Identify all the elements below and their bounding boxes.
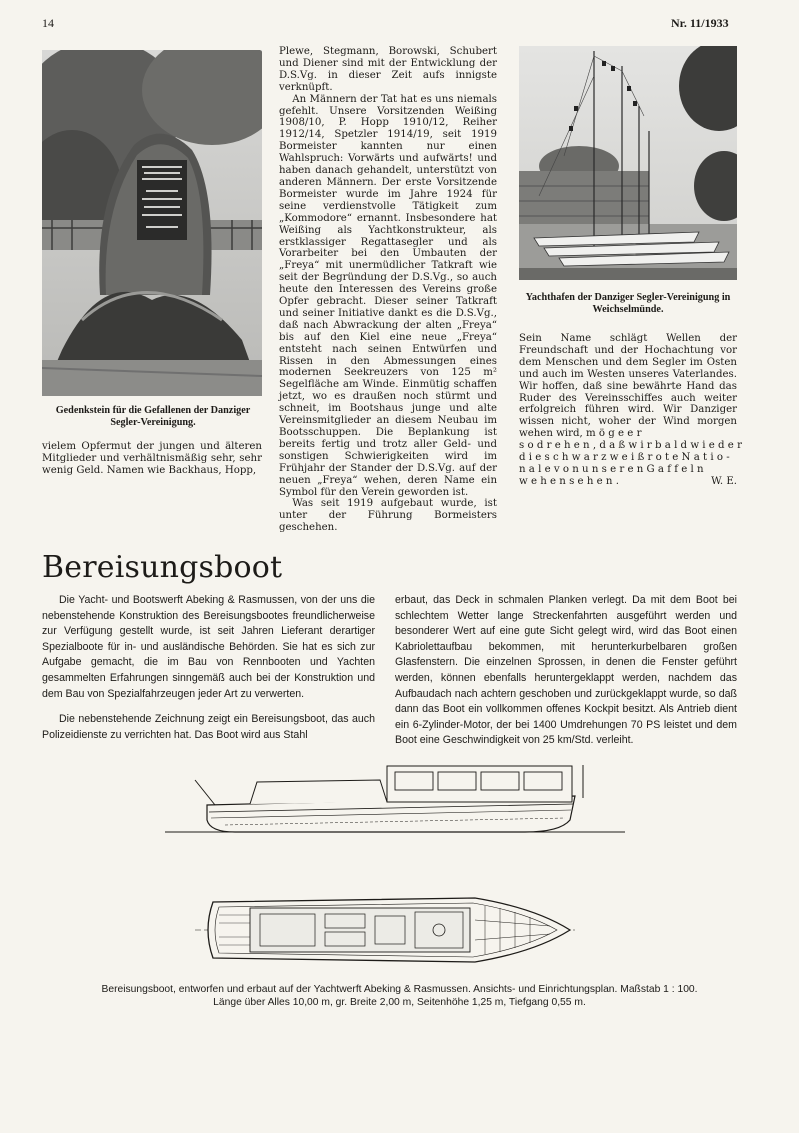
- boat-figure-caption-line-2: Länge über Alles 10,00 m, gr. Breite 2,00 m, Seitenhöhe 1,25 m, Tiefgang 0,55 m.: [213, 996, 586, 1008]
- right-spaced-4: n a l e v o n u n s e r e n G a f f e l n: [519, 463, 704, 475]
- article-left-column: [42, 593, 375, 753]
- left-column-text: [42, 441, 262, 477]
- boat-deck-plan: [195, 890, 575, 970]
- article-right-column: [395, 593, 737, 759]
- boat-figure-caption-line-1: Bereisungsboot, entworfen und erbaut auf der Yachtwerft Abeking & Rasmussen. Ansichts- und Einrichtungsplan. Maßstab 1 : 100.: [101, 984, 698, 995]
- boat-side-elevation: [165, 760, 625, 840]
- yacht-harbour-image: [519, 46, 737, 280]
- article-paragraph-2: Die nebenstehende Zeichnung zeigt ein Bereisungsboot, das auch Polizeidienste zu verrichten hat. Das Boot wird aus Stahl: [42, 713, 375, 741]
- left-column-paragraph: vielem Opfermut der jungen und älteren Mitglieder und verhältnismäßig sehr, sehr wenig Geld. Namen wie Backhaus, Hopp,: [42, 441, 262, 476]
- article-headline: Bereisungsboot: [42, 550, 283, 585]
- yacht-harbour-caption: Yachthafen der Danziger Segler-Vereinigung in Weichselmünde.: [525, 292, 731, 315]
- memorial-stone-photo: [42, 50, 262, 396]
- boat-side-elevation-drawing: [165, 760, 625, 840]
- middle-paragraph-3: Was seit 1919 aufgebaut wurde, ist unter der Führung Bormeisters geschehen.: [279, 498, 497, 534]
- right-spaced-5: w e h e n s e h e n .: [519, 475, 619, 487]
- right-spaced-1: m ö g e e r: [586, 428, 642, 440]
- right-spaced-3: d i e s c h w a r z w e i ß r o t e N a t i o -: [519, 452, 730, 464]
- memorial-stone-image: [42, 50, 262, 396]
- yacht-harbour-photo: [519, 46, 737, 280]
- memorial-stone-caption: Gedenkstein für die Gefallenen der Danziger Segler-Vereinigung.: [55, 405, 251, 428]
- page-number: 14: [42, 16, 54, 30]
- article-paragraph-1: Die Yacht- und Bootswerft Abeking & Rasmussen, von der uns die nebenstehende Konstruktion des Bereisungsbootes freundlicherweise zur Verfügung gestellt wurde, ist seit Jahren Lieferant derartiger Spezialboote für in- und ausländische Behörden. Sie hat es sich zur Aufgabe gemacht, die im Bau von Rennbooten und Yachten gesammelten Erfahrungen sinngemäß auch bei der Konstruktion und dem Bau von Spezialfahrzeugen jeder Art zu verwerten.: [42, 594, 375, 700]
- boat-figure-caption: [42, 984, 757, 1010]
- boat-deck-plan-drawing: [195, 890, 575, 970]
- issue-number: Nr. 11/1933: [671, 16, 729, 30]
- middle-paragraph-2: An Männern der Tat hat es uns niemals gefehlt. Unsere Vorsitzenden Weißing 1908/10, P. Hopp 1910/12, Reiher 1912/14, Spetzler 1914/19, seit 1919 Bormeister kannten nur einen Wahlspruch: Vorwärts und aufwärts! und haben danach gehandelt, unterstützt von anderen Männern. Der erste Vorsitzende Bormeister wurde im Jahre 1924 für seine verdienstvolle Tätigkeit zum „Kommodore“ ernannt. Insbesondere hat Weißing als Yachtkonstrukteur, als erstklassiger Regattasegler und als Vorarbeiter bei den Umbauten der „Freya“ mit unermüdlicher Tatkraft wie seit der Begründung der D.S.Vg., so auch heute den Interessen des Vereins große Opfer gebracht. Dieser seiner Tatkraft und seiner Initiative dankt es die D.S.Vg., daß nach Abwrackung der alten „Freya“ bis auf den Kiel eine neue „Freya“ entsteht nach seinen Entwürfen und Rissen in den Abmessungen eines modernen Seekreuzers von 125 m² Segelfläche am Winde. Einmütig schaffen jetzt, wo es draußen noch stürmt und schneit, im Bootshaus junge und alte Vereinsmitglieder an diesem Neubau im Bootsschuppen. Die Beplankung ist bereits fertig und trotz aller Geld- und sonstigen Schwierigkeiten wird im Frühjahr der Stander der D.S.Vg. auf der neuen „Freya“ wehen, deren Name ein Symbol für den Verein geworden ist.: [279, 93, 497, 498]
- right-last-line: [519, 476, 737, 488]
- right-column-text: [519, 333, 742, 488]
- right-spaced-2: s o d r e h e n , d a ß w i r b a l d w i e d e r: [519, 440, 742, 452]
- author-signature: W. E.: [711, 475, 737, 487]
- middle-column-text: [279, 46, 497, 534]
- right-paragraph: [519, 333, 737, 440]
- right-paragraph-main: Sein Name schlägt Wellen der Freundschaft und der Hochachtung vor dem Menschen und dem Segler im Osten und auch im Westen unseres Vaterlandes. Wir hoffen, daß sine bewährte Hand das Ruder des Vereinsschiffes auch weiter erfolgreich führen wird. Wir Danziger wissen nicht, woher der Wind morgen wehen wird,: [519, 333, 737, 440]
- article-paragraph-3: erbaut, das Deck in schmalen Planken verlegt. Da mit dem Boot bei schlechtem Wetter lange Streckenfahrten ausgeführt werden und besonderer Wert auf eine gute Sicht gelegt wird, wird das Boot einen Kabriolettaufbau bekommen, mit herunterkurbelbaren großen Glasfenstern. Die einzelnen Sprossen, in denen die Fenster geführt werden, können ebenfalls heruntergeklappt werden, nachdem das Aufbaudach nach achtern geschoben und zurückgeklappt wurde, so daß dann das Boot ein vollkommen offenes Kockpit besitzt. Als Antrieb dient ein 6-Zylinder-Motor, der bei 1400 Umdrehungen 70 PS leistet und dem Boot eine Geschwindigkeit von 25 km/Std. verleiht.: [395, 594, 737, 747]
- middle-paragraph-1: Plewe, Stegmann, Borowski, Schubert und Diener sind mit der Entwicklung der D.S.Vg. in dieser Zeit aufs innigste verknüpft.: [279, 46, 497, 93]
